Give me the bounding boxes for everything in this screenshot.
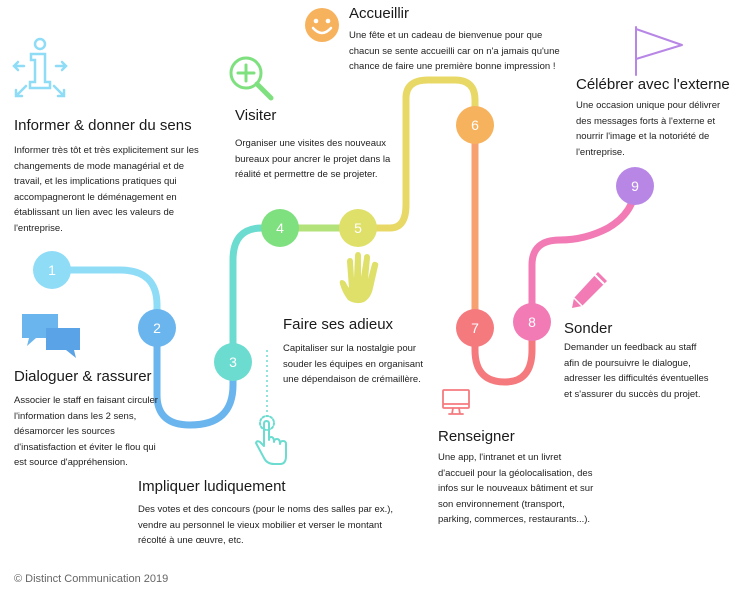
chat-bubbles-icon [22, 314, 82, 360]
step-6-circle: 6 [456, 106, 494, 144]
flag-icon [632, 25, 688, 77]
path-segment-3-4 [233, 228, 280, 362]
step-6-description: Une fête et un cadeau de bienvenue pour que chacun se sente accueilli car on n'a jamais qu'une chance de faire une première bonne impression ! [349, 30, 560, 72]
pencil-icon [568, 270, 610, 310]
step-9-title: Célébrer avec l'externe [576, 76, 730, 93]
step-8-title: Sonder [564, 320, 613, 337]
step-7-description: Une app, l'intranet et un livret d'accueil pour la géolocalisation, des infos sur le nouveaux bâtiment et sur son environnement (transport, parking, commerces, restaurants...). [438, 452, 594, 525]
waving-hand-icon [338, 250, 382, 306]
step-6-title: Accueillir [349, 5, 410, 22]
step-4-description: Organiser une visites des nouveaux bureaux pour ancrer le projet dans la réalité et permettre de se projeter. [235, 138, 391, 180]
step-7-circle: 7 [456, 309, 494, 347]
step-3-circle: 3 [214, 343, 252, 381]
step-2-circle: 2 [138, 309, 176, 347]
monitor-icon [441, 387, 471, 417]
step-5-title: Faire ses adieux [283, 316, 394, 333]
step-1-circle: 1 [33, 251, 71, 289]
smiley-icon [304, 7, 340, 43]
step-1-description: Associer le staff en faisant circuler l'information dans les 2 sens, désamorcer les sources d'insatisfaction et éviter le flou qui est source d'appréhension. [14, 395, 158, 468]
step-9-circle: 9 [616, 167, 654, 205]
step-5-circle: 5 [339, 209, 377, 247]
step-1-title: Dialoguer & rassurer [14, 368, 152, 385]
step-5-description: Capitaliser sur la nostalgie pour souder les équipes en organisant une dépendaison de crémaillère. [283, 343, 423, 385]
step-8-description: Demander un feedback au staff afin de poursuivre le dialogue, adresser les difficultés éventuelles et s'assurer du succès du projet. [564, 342, 709, 400]
step-9-description: Une occasion unique pour délivrer des messages forts à l'externe et nourrir l'image et la notoriété de l'entreprise. [576, 100, 721, 158]
step-4-title: Visiter [235, 107, 277, 124]
step-2-description: Informer très tôt et très explicitement sur les changements de mode managérial et de travail, et les implications pratiques qui accompagneront le déménagement en établissant un lien avec les valeurs de l'entreprise. [14, 145, 199, 234]
step-3-description: Des votes et des concours (pour le noms des salles par ex.), vendre au personnel le vieux mobilier et verser le montant récolté à une œuvre, etc. [138, 504, 394, 546]
info-icon [10, 36, 70, 100]
pointer-hand-icon [252, 414, 292, 470]
step-2-title: Informer & donner du sens [14, 117, 192, 134]
step-4-circle: 4 [261, 209, 299, 247]
zoom-in-icon [227, 54, 277, 104]
copyright-footer: © Distinct Communication 2019 [14, 573, 169, 585]
step-3-title: Impliquer ludiquement [138, 478, 286, 495]
step-8-circle: 8 [513, 303, 551, 341]
step-7-title: Renseigner [438, 428, 515, 445]
